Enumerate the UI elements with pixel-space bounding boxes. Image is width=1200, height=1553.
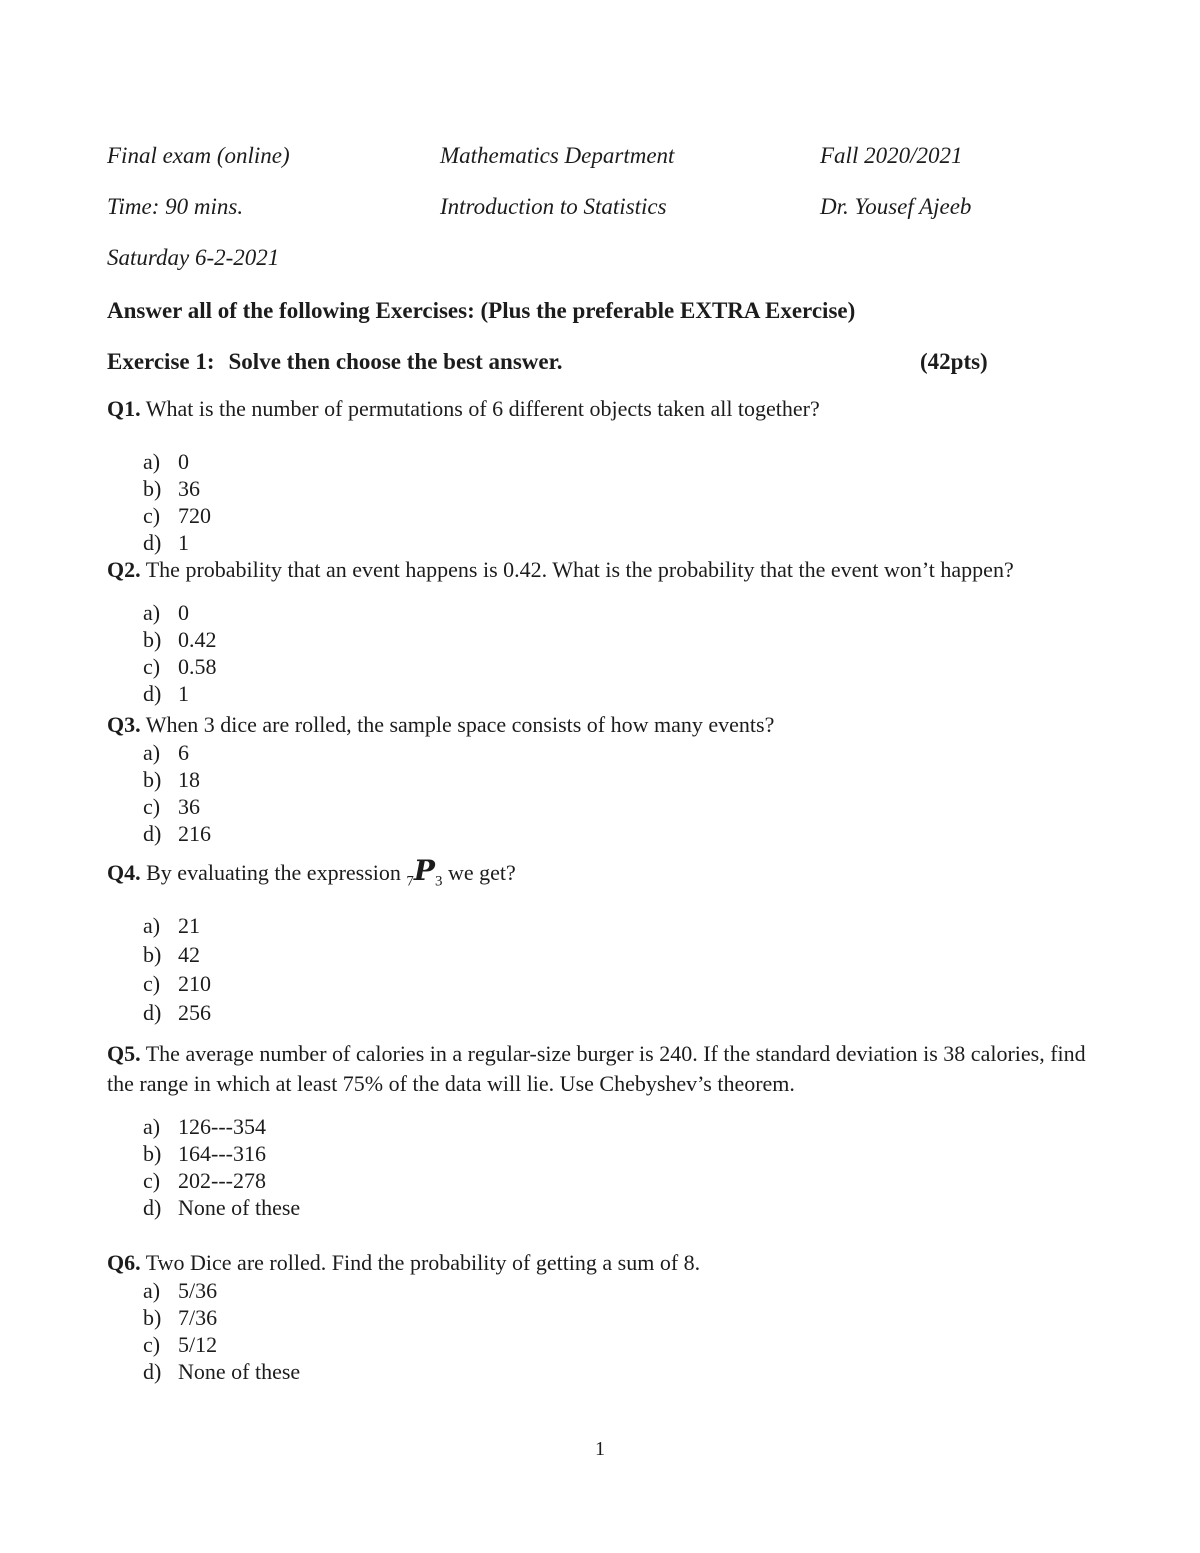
question-number: Q5. (107, 1041, 141, 1066)
option-letter: c) (143, 971, 161, 996)
question-body: The average number of calories in a regular-size burger is 240. If the standard deviation is 38 calories, find the range in which at least 75% of the data will lie. Use Chebyshev’s theorem. (107, 1041, 1086, 1096)
option-value: 216 (178, 821, 211, 846)
time-limit: Time: 90 mins. (107, 194, 244, 219)
option-value: 202---278 (178, 1168, 266, 1193)
question-number: Q6. (107, 1250, 141, 1275)
course-title: Introduction to Statistics (440, 194, 667, 219)
option-d (107, 1358, 1092, 1385)
option-list (107, 599, 1092, 707)
option-list (107, 1113, 1092, 1221)
exam-content (107, 143, 1092, 1385)
option-value: None of these (178, 1359, 301, 1384)
option-d (107, 680, 1092, 707)
permutation-expression (406, 854, 443, 890)
option-value: 36 (178, 476, 200, 501)
question-text (107, 395, 1092, 423)
question-number: Q4. (107, 860, 141, 885)
question-text (107, 711, 1092, 739)
option-letter: c) (143, 794, 161, 819)
header-line-2 (107, 194, 1092, 220)
option-value: 1 (178, 530, 189, 555)
option-value: 164---316 (178, 1141, 266, 1166)
question-text (107, 556, 1092, 584)
option-value: 0 (178, 449, 189, 474)
question-number: Q3. (107, 712, 141, 737)
option-d (107, 820, 1092, 847)
option-b (107, 475, 1092, 502)
option-letter: b) (143, 1141, 162, 1166)
term: Fall 2020/2021 (820, 143, 963, 168)
question-text (107, 1249, 1092, 1277)
option-value: 0.42 (178, 627, 217, 652)
option-letter: c) (143, 1332, 161, 1357)
option-letter: a) (143, 913, 161, 938)
question-text (107, 854, 1092, 890)
option-letter: d) (143, 1195, 162, 1220)
option-value: 36 (178, 794, 200, 819)
question-6 (107, 1249, 1092, 1385)
option-letter: a) (143, 1278, 161, 1303)
option-value: 7/36 (178, 1305, 218, 1330)
option-c (107, 1167, 1092, 1194)
option-c (107, 502, 1092, 529)
question-body-before: By evaluating the expression (146, 860, 401, 885)
exam-type: Final exam (online) (107, 143, 290, 168)
option-value: 6 (178, 740, 189, 765)
option-value: 0 (178, 600, 189, 625)
option-value: 1 (178, 681, 189, 706)
question-1 (107, 395, 1092, 556)
option-a (107, 911, 1092, 940)
option-c (107, 969, 1092, 998)
option-value: 720 (178, 503, 211, 528)
option-letter: c) (143, 654, 161, 679)
question-3 (107, 711, 1092, 847)
option-letter: d) (143, 1000, 162, 1025)
option-value: 18 (178, 767, 200, 792)
exam-instruction: Answer all of the following Exercises: (Plus the preferable EXTRA Exercise) (107, 298, 856, 323)
option-b (107, 1140, 1092, 1167)
math-subscript: 3 (434, 873, 443, 890)
option-letter: d) (143, 681, 162, 706)
option-value: 42 (178, 942, 200, 967)
question-body: What is the number of permutations of 6 different objects taken all together? (145, 396, 820, 421)
option-value: None of these (178, 1195, 301, 1220)
instructor: Dr. Yousef Ajeeb (820, 194, 972, 219)
option-a (107, 448, 1092, 475)
question-4 (107, 854, 1092, 1027)
option-a (107, 1113, 1092, 1140)
option-a (107, 1277, 1092, 1304)
option-value: 126---354 (178, 1114, 266, 1139)
question-text (107, 1039, 1092, 1099)
option-letter: a) (143, 449, 161, 474)
option-b (107, 766, 1092, 793)
option-c (107, 1331, 1092, 1358)
option-a (107, 599, 1092, 626)
department: Mathematics Department (440, 143, 675, 168)
option-d (107, 1194, 1092, 1221)
option-letter: c) (143, 1168, 161, 1193)
option-value: 210 (178, 971, 211, 996)
math-presubscript: 7 (406, 873, 414, 890)
option-list (107, 911, 1092, 1027)
option-value: 5/36 (178, 1278, 218, 1303)
question-body-after: we get? (447, 860, 516, 885)
option-value: 256 (178, 1000, 211, 1025)
option-b (107, 626, 1092, 653)
option-a (107, 739, 1092, 766)
question-number: Q2. (107, 557, 141, 582)
header-line-3 (107, 245, 1092, 271)
option-letter: b) (143, 1305, 162, 1330)
option-list (107, 1277, 1092, 1385)
option-c (107, 793, 1092, 820)
exercise-header (107, 348, 1092, 376)
question-2 (107, 556, 1092, 707)
option-list (107, 448, 1092, 556)
option-letter: a) (143, 1114, 161, 1139)
option-letter: d) (143, 821, 162, 846)
exercise-points: (42pts) (920, 349, 988, 374)
option-value: 5/12 (178, 1332, 218, 1357)
option-d (107, 998, 1092, 1027)
option-c (107, 653, 1092, 680)
option-letter: d) (143, 530, 162, 555)
option-list (107, 739, 1092, 847)
header-line-1 (107, 143, 1092, 169)
question-body: When 3 dice are rolled, the sample space consists of how many events? (145, 712, 775, 737)
option-value: 21 (178, 913, 200, 938)
option-letter: a) (143, 740, 161, 765)
page-number: 1 (595, 1438, 605, 1460)
option-b (107, 940, 1092, 969)
option-letter: b) (143, 767, 162, 792)
question-body: Two Dice are rolled. Find the probability of getting a sum of 8. (145, 1250, 701, 1275)
exercise-label: Exercise 1: (107, 349, 215, 374)
option-b (107, 1304, 1092, 1331)
option-letter: b) (143, 476, 162, 501)
question-body: The probability that an event happens is 0.42. What is the probability that the event won’t happen? (145, 557, 1014, 582)
exercise-title: Solve then choose the best answer. (228, 349, 563, 374)
question-number: Q1. (107, 396, 141, 421)
option-letter: d) (143, 1359, 162, 1384)
math-symbol: P (413, 854, 435, 887)
option-value: 0.58 (178, 654, 217, 679)
option-letter: b) (143, 942, 162, 967)
option-d (107, 529, 1092, 556)
option-letter: a) (143, 600, 161, 625)
option-letter: b) (143, 627, 162, 652)
exam-date: Saturday 6-2-2021 (107, 245, 280, 270)
question-5 (107, 1039, 1092, 1221)
option-letter: c) (143, 503, 161, 528)
